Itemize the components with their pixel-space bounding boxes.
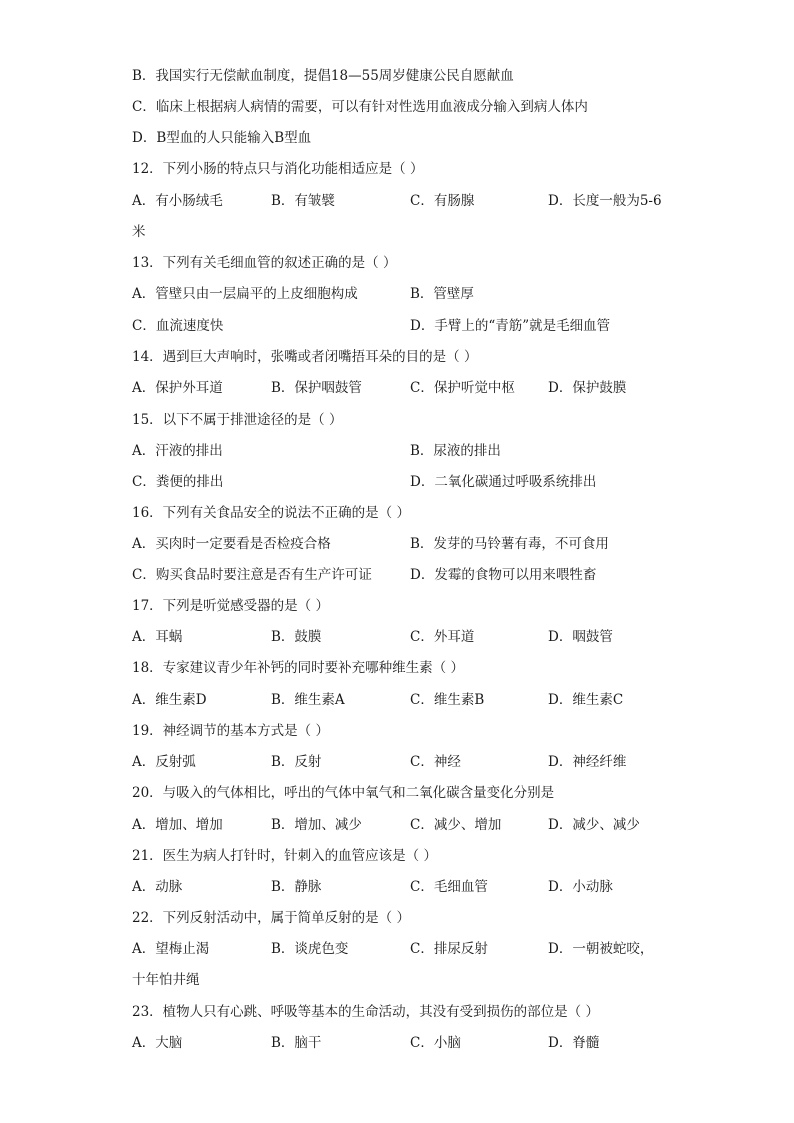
q22-option-d-continuation: 十年怕井绳: [132, 972, 200, 988]
q12-option-b: B．有皱襞: [271, 193, 335, 209]
q14-option-c: C．保护听觉中枢: [410, 380, 515, 396]
q15-option-b: B．尿液的排出: [410, 443, 501, 459]
q15-option-c: C．粪便的排出: [132, 474, 224, 490]
q11-option-b: B．我国实行无偿献血制度，提倡18—55周岁健康公民自愿献血: [132, 68, 514, 84]
q18-option-c: C．维生素B: [410, 692, 485, 708]
q12-option-a: A．有小肠绒毛: [132, 193, 223, 209]
q16-option-c: C．购买食品时要注意是否有生产许可证: [132, 567, 372, 583]
q14-stem: 14．遇到巨大声响时，张嘴或者闭嘴捂耳朵的目的是（ ）: [132, 349, 478, 365]
q20-option-c: C．减少、增加: [410, 817, 502, 833]
q17-option-a: A．耳蜗: [132, 629, 183, 645]
q20-option-a: A．增加、增加: [132, 817, 223, 833]
q11-option-d: D．B型血的人只能输入B型血: [132, 130, 312, 146]
q16-option-a: A．买肉时一定要看是否检疫合格: [132, 536, 331, 552]
q21-stem: 21．医生为病人打针时，针刺入的血管应该是（ ）: [132, 848, 437, 864]
q19-option-b: B．反射: [271, 754, 322, 770]
q17-option-b: B．鼓膜: [271, 629, 322, 645]
q15-option-a: A．汗液的排出: [132, 443, 223, 459]
q14-option-b: B．保护咽鼓管: [271, 380, 362, 396]
q12-option-c: C．有肠腺: [410, 193, 475, 209]
q20-option-d: D．减少、减少: [548, 817, 640, 833]
q21-option-d: D．小动脉: [548, 879, 613, 895]
q21-option-a: A．动脉: [132, 879, 183, 895]
q13-stem: 13．下列有关毛细血管的叙述正确的是（ ）: [132, 255, 397, 271]
q16-option-d: D．发霉的食物可以用来喂牲畜: [410, 567, 597, 583]
q22-option-d: D．一朝被蛇咬，: [548, 941, 654, 957]
q17-stem: 17．下列是听觉感受器的是（ ）: [132, 598, 329, 614]
q12-option-d-continuation: 米: [132, 224, 146, 240]
q22-option-c: C．排尿反射: [410, 941, 488, 957]
q23-option-a: A．大脑: [132, 1035, 183, 1051]
q19-option-a: A．反射弧: [132, 754, 196, 770]
q13-option-d: D．手臂上的“青筋”就是毛细血管: [410, 318, 611, 334]
q23-option-b: B．脑干: [271, 1035, 322, 1051]
q22-stem: 22．下列反射活动中，属于简单反射的是（ ）: [132, 910, 410, 926]
q15-option-d: D．二氧化碳通过呼吸系统排出: [410, 474, 597, 490]
q18-option-b: B．维生素A: [271, 692, 345, 708]
q19-option-d: D．神经纤维: [548, 754, 627, 770]
q22-option-a: A．望梅止渴: [132, 941, 210, 957]
q15-stem: 15．以下不属于排泄途径的是（ ）: [132, 412, 343, 428]
q16-stem: 16．下列有关食品安全的说法不正确的是（ ）: [132, 505, 410, 521]
q21-option-c: C．毛细血管: [410, 879, 488, 895]
q23-option-d: D．脊髓: [548, 1035, 600, 1051]
q13-option-b: B．管壁厚: [410, 286, 474, 302]
q11-option-c: C．临床上根据病人病情的需要，可以有针对性选用血液成分输入到病人体内: [132, 99, 588, 115]
q16-option-b: B．发芽的马铃薯有毒，不可食用: [410, 536, 609, 552]
q13-option-c: C．血流速度快: [132, 318, 224, 334]
q14-option-d: D．保护鼓膜: [548, 380, 627, 396]
q18-option-a: A．维生素D: [132, 692, 207, 708]
q23-option-c: C．小脑: [410, 1035, 461, 1051]
q17-option-d: D．咽鼓管: [548, 629, 613, 645]
q13-option-a: A．管壁只由一层扁平的上皮细胞构成: [132, 286, 358, 302]
q19-option-c: C．神经: [410, 754, 461, 770]
q14-option-a: A．保护外耳道: [132, 380, 223, 396]
q17-option-c: C．外耳道: [410, 629, 475, 645]
q20-option-b: B．增加、减少: [271, 817, 362, 833]
q12-option-d: D．长度一般为5-6: [548, 193, 662, 209]
q22-option-b: B．谈虎色变: [271, 941, 349, 957]
q21-option-b: B．静脉: [271, 879, 322, 895]
q18-stem: 18．专家建议青少年补钙的同时要补充哪种维生素（ ）: [132, 660, 464, 676]
q23-stem: 23．植物人只有心跳、呼吸等基本的生命活动，其没有受到损伤的部位是（ ）: [132, 1004, 599, 1020]
q12-stem: 12．下列小肠的特点只与消化功能相适应是（ ）: [132, 161, 424, 177]
q20-stem: 20．与吸入的气体相比，呼出的气体中氧气和二氧化碳含量变化分别是: [132, 785, 555, 801]
q18-option-d: D．维生素C: [548, 692, 624, 708]
q19-stem: 19．神经调节的基本方式是（ ）: [132, 723, 329, 739]
